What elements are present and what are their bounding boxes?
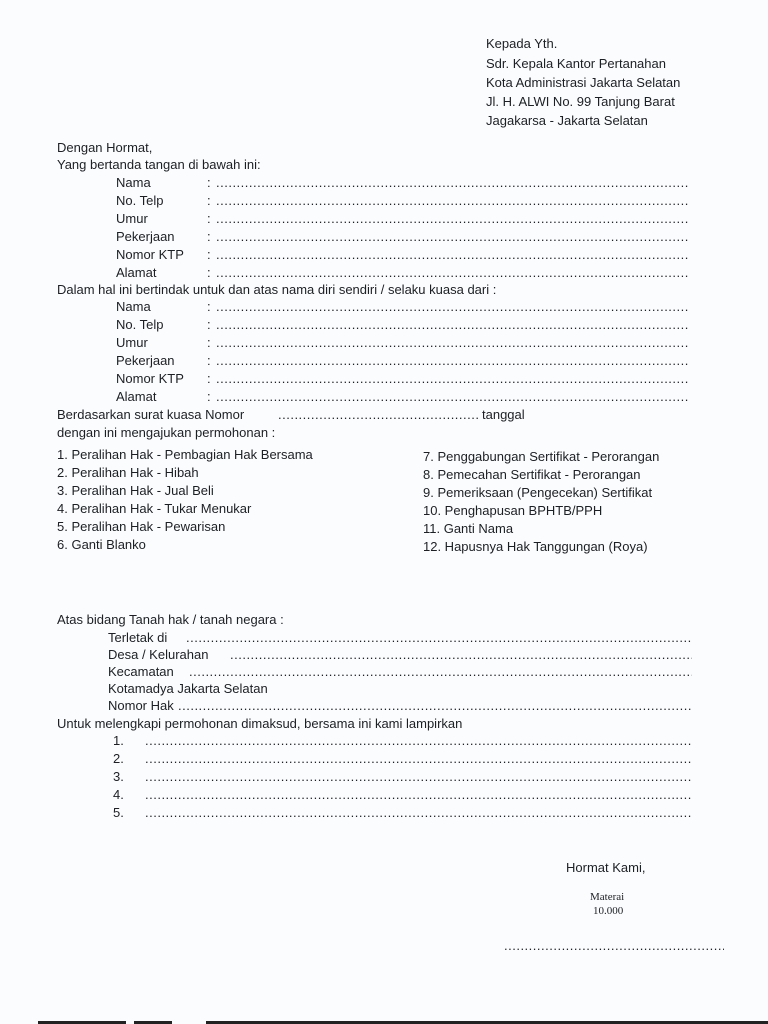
field-colon: : <box>207 353 211 368</box>
field-colon: : <box>207 389 211 404</box>
field-label: Nama <box>116 299 151 314</box>
power-of-attorney-date-label: tanggal <box>482 407 525 422</box>
applicant-occupation-field[interactable] <box>216 229 690 245</box>
applicant-address-field[interactable] <box>216 265 690 281</box>
request-option[interactable]: 10. Penghapusan BPHTB/PPH <box>423 503 603 518</box>
request-intro: dengan ini mengajukan permohonan : <box>57 425 276 440</box>
signature-line[interactable] <box>504 938 724 954</box>
attachment-field[interactable] <box>145 805 692 821</box>
attachments-intro: Untuk melengkapi permohonan dimaksud, bersama ini kami lampirkan <box>57 716 463 731</box>
request-option[interactable]: 11. Ganti Nama <box>423 521 514 536</box>
land-location-field[interactable] <box>186 630 692 646</box>
applicant-age-field[interactable] <box>216 211 690 227</box>
power-of-attorney-label: Berdasarkan surat kuasa Nomor <box>57 407 245 422</box>
proxy-ktp-field[interactable] <box>216 371 690 387</box>
land-city-label: Kotamadya Jakarta Selatan <box>108 681 268 696</box>
attachment-number: 3. <box>113 769 124 784</box>
attachment-field[interactable] <box>145 769 692 785</box>
field-colon: : <box>207 299 211 314</box>
proxy-phone-field[interactable] <box>216 317 690 333</box>
attachment-number: 5. <box>113 805 124 820</box>
proxy-address-field[interactable] <box>216 389 690 405</box>
request-option[interactable]: 12. Hapusnya Hak Tanggungan (Roya) <box>423 539 648 554</box>
request-option[interactable]: 2. Peralihan Hak - Hibah <box>57 465 199 480</box>
field-label: Umur <box>116 335 148 350</box>
land-village-field[interactable] <box>230 647 692 663</box>
land-rights-number-label: Nomor Hak <box>108 698 174 713</box>
field-colon: : <box>207 229 211 244</box>
field-colon: : <box>207 247 211 262</box>
attachment-field[interactable] <box>145 751 692 767</box>
land-intro: Atas bidang Tanah hak / tanah negara : <box>57 612 284 627</box>
proxy-name-field[interactable] <box>216 299 690 315</box>
field-colon: : <box>207 193 211 208</box>
proxy-occupation-field[interactable] <box>216 353 690 369</box>
attachment-number: 1. <box>113 733 124 748</box>
field-colon: : <box>207 317 211 332</box>
field-label: Alamat <box>116 389 157 404</box>
request-option[interactable]: 6. Ganti Blanko <box>57 537 146 552</box>
field-label: Alamat <box>116 265 157 280</box>
field-colon: : <box>207 265 211 280</box>
attachment-number: 4. <box>113 787 124 802</box>
land-rights-number-field[interactable] <box>178 698 692 714</box>
stamp-value: 10.000 <box>593 905 624 917</box>
field-label: Umur <box>116 211 148 226</box>
request-option[interactable]: 4. Peralihan Hak - Tukar Menukar <box>57 501 252 516</box>
proxy-intro: Dalam hal ini bertindak untuk dan atas nama diri sendiri / selaku kuasa dari : <box>57 282 497 297</box>
recipient-line: Jl. H. ALWI No. 99 Tanjung Barat <box>486 94 675 109</box>
field-label: Nomor KTP <box>116 247 184 262</box>
field-colon: : <box>207 211 211 226</box>
attachment-number: 2. <box>113 751 124 766</box>
land-district-label: Kecamatan <box>108 664 174 679</box>
field-colon: : <box>207 371 211 386</box>
field-label: No. Telp <box>116 193 164 208</box>
recipient-line: Jagakarsa - Jakarta Selatan <box>486 113 648 128</box>
recipient-line: Sdr. Kepala Kantor Pertanahan <box>486 56 666 71</box>
field-label: Pekerjaan <box>116 229 175 244</box>
land-village-label: Desa / Kelurahan <box>108 647 209 662</box>
field-label: No. Telp <box>116 317 164 332</box>
request-option[interactable]: 8. Pemecahan Sertifikat - Perorangan <box>423 467 641 482</box>
request-option[interactable]: 9. Pemeriksaan (Pengecekan) Sertifikat <box>423 485 653 500</box>
closing-text: Hormat Kami, <box>566 860 646 875</box>
greeting: Dengan Hormat, <box>57 140 153 155</box>
applicant-name-field[interactable] <box>216 175 690 191</box>
recipient-line: Kota Administrasi Jakarta Selatan <box>486 75 681 90</box>
land-location-label: Terletak di <box>108 630 168 645</box>
intro-text: Yang bertanda tangan di bawah ini: <box>57 157 261 172</box>
field-label: Nomor KTP <box>116 371 184 386</box>
land-district-field[interactable] <box>189 664 692 680</box>
stamp-label: Materai <box>590 891 625 903</box>
field-colon: : <box>207 175 211 190</box>
recipient-line: Kepada Yth. <box>486 36 558 51</box>
request-option[interactable]: 5. Peralihan Hak - Pewarisan <box>57 519 226 534</box>
request-option[interactable]: 3. Peralihan Hak - Jual Beli <box>57 483 214 498</box>
attachment-field[interactable] <box>145 787 692 803</box>
field-label: Pekerjaan <box>116 353 175 368</box>
power-of-attorney-number-field[interactable] <box>278 407 478 423</box>
proxy-age-field[interactable] <box>216 335 690 351</box>
request-option[interactable]: 7. Penggabungan Sertifikat - Perorangan <box>423 449 660 464</box>
field-colon: : <box>207 335 211 350</box>
field-label: Nama <box>116 175 151 190</box>
request-option[interactable]: 1. Peralihan Hak - Pembagian Hak Bersama <box>57 447 313 462</box>
applicant-phone-field[interactable] <box>216 193 690 209</box>
attachment-field[interactable] <box>145 733 692 749</box>
applicant-ktp-field[interactable] <box>216 247 690 263</box>
